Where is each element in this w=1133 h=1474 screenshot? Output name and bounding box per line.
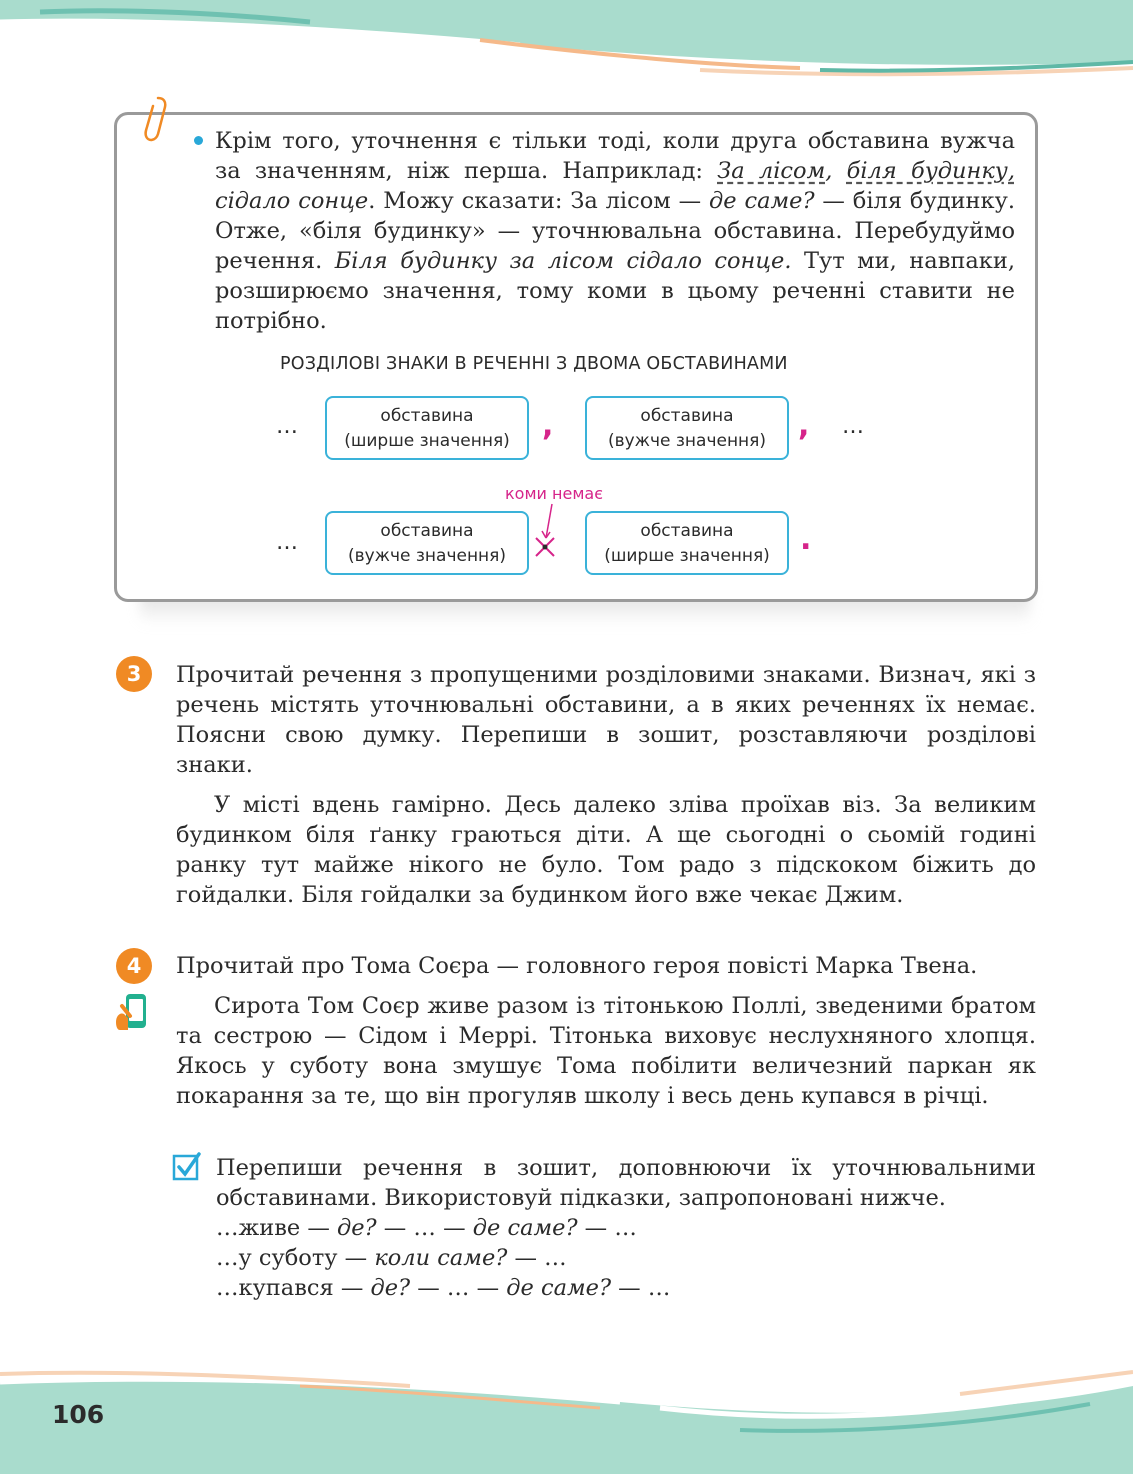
- scheme-box-narrower: обставина (вужче значення): [585, 396, 789, 460]
- tablet-touch-icon: [112, 992, 152, 1032]
- page-number: 106: [52, 1400, 105, 1429]
- hint-line: …купався — де? — … — де саме? — …: [216, 1275, 671, 1301]
- exercise-3-text: У місті вдень гамірно. Десь далеко зліва проїхав віз. За великим будинком біля ґанку граються діти. А ще сьогодні о сьомій годині ранку тут майже нікого не було. Том радо з підскоком біжить до гойдалки. Біля гойдалки за будинком його вже чекає Джим.: [176, 792, 1036, 908]
- period-mark: .: [800, 522, 812, 557]
- comma-mark: ,: [542, 408, 554, 443]
- scheme-ellipsis: …: [276, 530, 300, 555]
- exercise-4-text: Сирота Том Соєр живе разом із тітонькою Поллі, зведеними братом та сестрою — Сідом і Меррі. Тітонька виховує неслухняного хлопця. Якось у суботу вона змушує Тома побілити величезний паркан як покарання за те, що він прогуляв школу і весь день купався в річці.: [176, 993, 1036, 1109]
- exercise-4-task: Прочитай про Тома Соєра — головного героя повісті Марка Твена.: [176, 953, 978, 979]
- scheme-ellipsis: …: [276, 414, 300, 439]
- bottom-decorative-band: [0, 1364, 1133, 1474]
- paperclip-icon: [138, 94, 170, 148]
- checkbox-checked-icon: [172, 1152, 202, 1182]
- rule-paragraph: Крім того, уточнення є тільки тоді, коли друга обставина вужча за значенням, ніж перша. Наприклад: За лісом, біля будинку, сідало сонце. Можу сказати: За лісом — де саме? — біля будинку. Отже, «біля будинку» — уточнювальна обставина. Перебудуймо речення. Біля будинку за лісом сідало сонце. Тут ми, навпаки, розширюємо значення, тому коми в цьому реченні ставити не потрібно.: [215, 128, 1015, 334]
- scheme-box-narrower: обставина (вужче значення): [325, 511, 529, 575]
- exercise-4-subtask: Перепиши речення в зошит, доповнюючи їх уточнювальними обставинами. Використовуй підказки, запропоновані нижче.: [216, 1155, 1036, 1211]
- scheme-title: РОЗДІЛОВІ ЗНАКИ В РЕЧЕННІ З ДВОМА ОБСТАВИНАМИ: [280, 354, 788, 374]
- bullet-marker: [194, 136, 203, 145]
- no-comma-cross-icon: [528, 500, 568, 562]
- top-decorative-band: [0, 0, 1133, 90]
- exercise-number-3: 3: [116, 656, 152, 692]
- exercise-number-4: 4: [116, 948, 152, 984]
- scheme-ellipsis: …: [842, 414, 866, 439]
- scheme-box-broader: обставина (ширше значення): [325, 396, 529, 460]
- no-comma-label: коми немає: [505, 484, 603, 503]
- hint-line: …живе — де? — … — де саме? — …: [216, 1215, 637, 1241]
- comma-mark: ,: [798, 408, 810, 443]
- hint-line: …у суботу — коли саме? — …: [216, 1245, 567, 1271]
- exercise-3-task: Прочитай речення з пропущеними розділовими знаками. Визнач, які з речень містять уточнювальні обставини, а в яких реченнях їх немає. Поясни свою думку. Перепиши в зошит, розставляючи розділові знаки.: [176, 662, 1036, 778]
- scheme-box-broader: обставина (ширше значення): [585, 511, 789, 575]
